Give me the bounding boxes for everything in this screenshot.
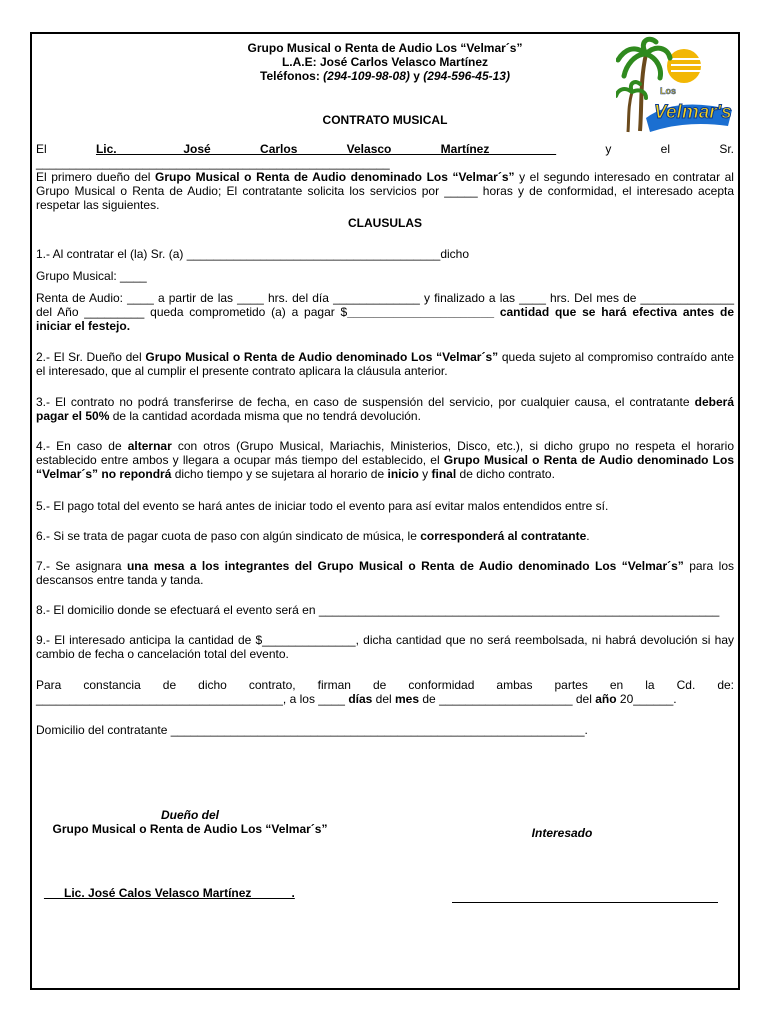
svg-text:Los: Los [660,86,677,96]
interested-signature-label: Interesado [531,826,593,840]
payment-field: ______________________ [347,305,495,319]
intro-paragraph: El Lic.__________José Carlos Velasco Martínez__________ y el Sr. _____________________________________________________ El primero dueño del Grupo Musical o Renta de Audio denominado Los “Velmar´s” y el segundo interesado en contratar al Grupo Musical o Renta de Audio; El contratante solicita los servicios por _____ horas y de conformidad, el interesado acepta respetar las siguientes. [36,142,734,212]
domicilio-line: Domicilio del contratante ______________________________________________________________. [36,723,588,737]
header-owner: L.A.E: José Carlos Velasco Martínez [281,55,489,69]
clause-9: 9.- El interesado anticipa la cantidad de $______________, dicha cantidad que no será reembolsada, ni habrá devolución si hay cambio de fecha o cancelación total del evento. [36,633,734,661]
phone-2: (294-596-45-13) [423,69,510,83]
logo-wordmark: Velmar's [654,102,732,123]
clausulas-title: CLAUSULAS [348,216,422,230]
clause-5: 5.- El pago total del evento se hará antes de iniciar todo el evento para así evitar malos entendidos entre sí. [36,499,609,513]
owner-signature-label: Dueño del Grupo Musical o Renta de Audio Los “Velmar´s” [52,808,328,836]
sr-name-field: _____________________________________________________ [36,156,390,170]
phone-1: (294-109-98-08) [323,69,410,83]
clause-1-line2: Grupo Musical: ____ [36,269,147,283]
constancia-paragraph: Para constancia de dicho contrato, firman de conformidad ambas partes en la Cd. de: _____________________________________, a los ____ días del mes de ____________________ del año 20______. [36,678,734,706]
clause-6: 6.- Si se trata de pagar cuota de paso con algún sindicato de música, le corresponderá al contratante. [36,529,590,543]
clause-1-line3: Renta de Audio: ____ a partir de las ____ hrs. del día _____________ y finalizado a las ____ hrs. Del mes de ______________ del Año _________ queda comprometido (a) a pagar $______________________ cantidad que se hará efectiva antes de iniciar el festejo. [36,291,735,333]
svg-text:Los Velmar´s Musical: Los Velmar´s Musical [668,127,707,132]
clause-1-line1: 1.- Al contratar el (la) Sr. (a) ______________________________________dicho [36,247,470,261]
header-company: Grupo Musical o Renta de Audio Los “Velmar´s” [247,41,523,55]
clause-8: 8.- El domicilio donde se efectuará el evento será en ____________________________________________________________ [36,603,720,617]
contract-title: CONTRATO MUSICAL [322,113,448,127]
header-phones: Teléfonos: (294-109-98-08) y (294-596-45-13) [260,69,510,83]
owner-signature-name: ___Lic. José Calos Velasco Martínez______. [44,886,295,900]
clause-2: 2.- El Sr. Dueño del Grupo Musical o Renta de Audio denominado Los “Velmar´s” queda sujeto al compromiso contraído ante el interesado, que al cumplir el presente contrato aplicara la cláusula anterior. [36,350,734,378]
clause-3: 3.- El contrato no podrá transferirse de fecha, en caso de suspensión del servicio, por cualquier causa, el contratante deberá pagar el 50% de la cantidad acordada misma que no tendrá devolución. [36,395,734,423]
clause-4: 4.- En caso de alternar con otros (Grupo Musical, Mariachis, Ministerios, Disco, etc.), si dicho grupo no respeta el horario establecido entre ambos y llegara a ocupar más tiempo del establecido, el Grupo Musical o Renta de Audio denominado Los “Velmar´s” no repondrá dicho tiempo y se sujetara al horario de inicio y final de dicho contrato. [36,439,735,481]
interested-signature-line [452,894,718,903]
owner-name-field: __________José Carlos Velasco Martínez__________ [116,142,557,156]
clause-7: 7.- Se asignara una mesa a los integrantes del Grupo Musical o Renta de Audio denominado Los “Velmar´s” para los descansos entre tanda y tanda. [36,559,734,587]
contract-page [30,32,740,990]
